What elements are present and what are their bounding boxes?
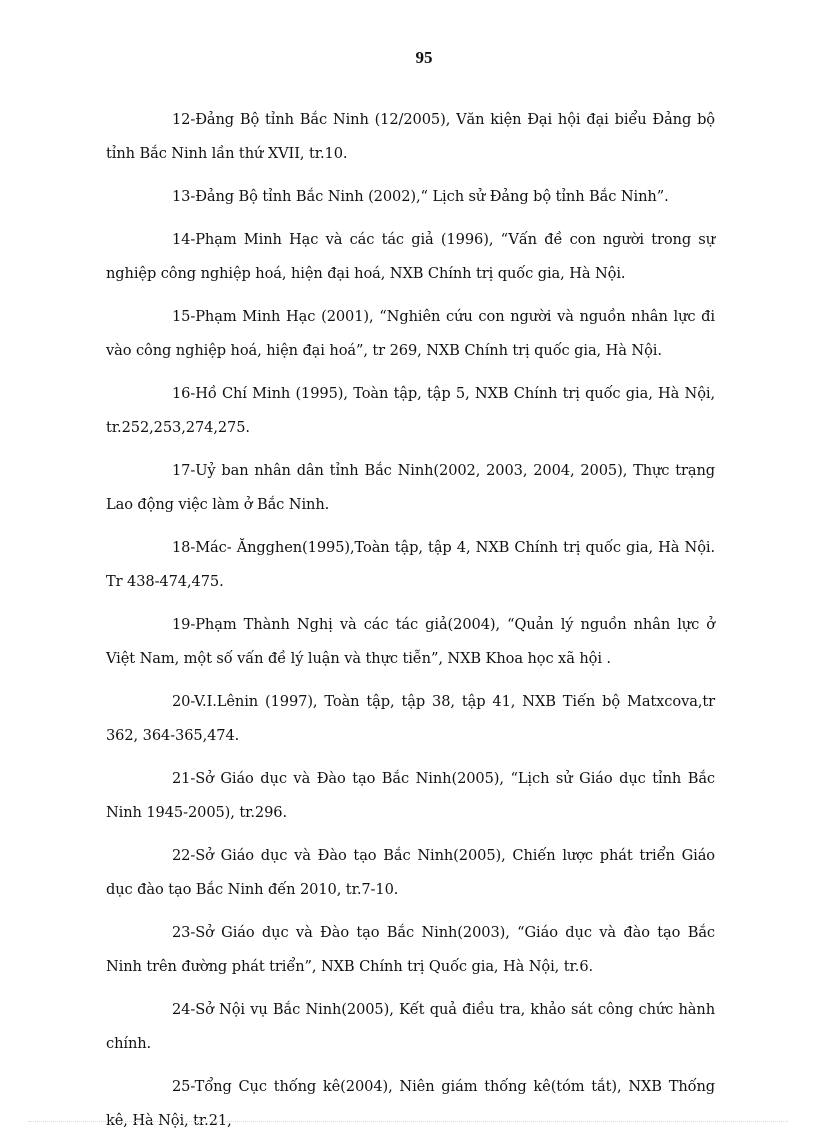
reference-list bbox=[106, 103, 715, 1147]
reference-item: 17-Uỷ ban nhân dân tỉnh Bắc Ninh(2002, 2003, 2004, 2005), Thực trạng Lao động việc làm ở Bắc Ninh. bbox=[106, 462, 715, 513]
reference-item: 13-Đảng Bộ tỉnh Bắc Ninh (2002),“ Lịch sử Đảng bộ tỉnh Bắc Ninh”. bbox=[172, 188, 669, 205]
reference-item: 14-Phạm Minh Hạc và các tác giả (1996), “Vấn đề con người trong sự nghiệp công nghiệp hoá, hiện đại hoá, NXB Chính trị quốc gia, Hà Nội. bbox=[106, 231, 715, 282]
page-bottom-divider bbox=[28, 1121, 788, 1122]
reference-item: 21-Sở Giáo dục và Đào tạo Bắc Ninh(2005), “Lịch sử Giáo dục tỉnh Bắc Ninh 1945-2005), tr.296. bbox=[106, 770, 715, 821]
reference-item: 22-Sở Giáo dục và Đào tạo Bắc Ninh(2005), Chiến lược phát triển Giáo dục đào tạo Bắc Ninh đến 2010, tr.7-10. bbox=[106, 847, 715, 898]
reference-item: 23-Sở Giáo dục và Đào tạo Bắc Ninh(2003), “Giáo dục và đào tạo Bắc Ninh trên đường phát triển”, NXB Chính trị Quốc gia, Hà Nội, tr.6. bbox=[106, 924, 715, 975]
reference-item: 20-V.I.Lênin (1997), Toàn tập, tập 38, tập 41, NXB Tiến bộ Matxcova,tr 362, 364-365,474. bbox=[106, 693, 715, 744]
reference-item: 25-Tổng Cục thống kê(2004), Niên giám thống kê(tóm tắt), NXB Thống kê, Hà Nội, tr.21, bbox=[106, 1078, 715, 1129]
reference-item: 12-Đảng Bộ tỉnh Bắc Ninh (12/2005), Văn kiện Đại hội đại biểu Đảng bộ tỉnh Bắc Ninh lần thứ XVII, tr.10. bbox=[106, 111, 715, 162]
reference-item: 19-Phạm Thành Nghị và các tác giả(2004), “Quản lý nguồn nhân lực ở Việt Nam, một số vấn đề lý luận và thực tiễn”, NXB Khoa học xã hội . bbox=[106, 616, 715, 667]
reference-item: 24-Sở Nội vụ Bắc Ninh(2005), Kết quả điều tra, khảo sát công chức hành chính. bbox=[106, 1001, 715, 1052]
reference-item: 16-Hồ Chí Minh (1995), Toàn tập, tập 5, NXB Chính trị quốc gia, Hà Nội, tr.252,253,274,275. bbox=[106, 385, 715, 436]
reference-item: 15-Phạm Minh Hạc (2001), “Nghiên cứu con người và nguồn nhân lực đi vào công nghiệp hoá, hiện đại hoá”, tr 269, NXB Chính trị quốc gia, Hà Nội. bbox=[106, 308, 715, 359]
page-number: 95 bbox=[415, 48, 433, 67]
reference-item: 18-Mác- Ăngghen(1995),Toàn tập, tập 4, NXB Chính trị quốc gia, Hà Nội. Tr 438-474,475. bbox=[106, 539, 715, 590]
